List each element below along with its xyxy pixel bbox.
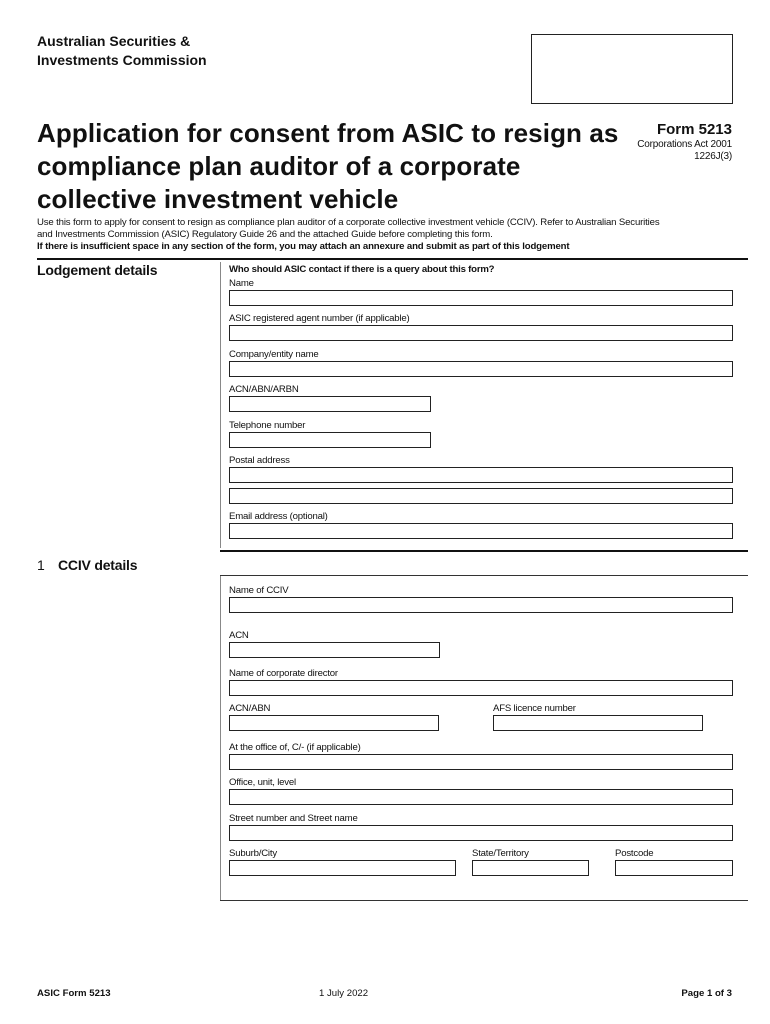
office-of-label: At the office of, C/- (if applicable) <box>229 742 361 753</box>
afs-licence-input[interactable] <box>493 715 703 731</box>
email-label: Email address (optional) <box>229 511 328 522</box>
cciv-top-rule <box>220 550 748 552</box>
cciv-name-input[interactable] <box>229 597 733 613</box>
postal-address-label: Postal address <box>229 455 290 466</box>
cciv-heading <box>37 557 137 573</box>
lodgement-question: Who should ASIC contact if there is a query about this form? <box>229 264 495 275</box>
office-of-input[interactable] <box>229 754 733 770</box>
office-unit-input[interactable] <box>229 789 733 805</box>
director-acn-input[interactable] <box>229 715 439 731</box>
postal-address-input-1[interactable] <box>229 467 733 483</box>
office-use-box <box>531 34 733 104</box>
footer-form-name: ASIC Form 5213 <box>37 988 111 999</box>
street-input[interactable] <box>229 825 733 841</box>
cciv-left-rule <box>220 576 221 900</box>
agent-number-label: ASIC registered agent number (if applicable) <box>229 313 410 324</box>
state-input[interactable] <box>472 860 589 876</box>
lodgement-heading: Lodgement details <box>37 262 158 278</box>
intro-line2: and Investments Commission (ASIC) Regulatory Guide 26 and the attached Guide before completing this form. <box>37 229 493 240</box>
contact-name-label: Name <box>229 278 254 289</box>
cciv-acn-label: ACN <box>229 630 249 641</box>
form-number: Form 5213 <box>656 121 732 138</box>
agent-number-input[interactable] <box>229 325 733 341</box>
street-label: Street number and Street name <box>229 813 358 824</box>
telephone-label: Telephone number <box>229 420 306 431</box>
cciv-acn-input[interactable] <box>229 642 440 658</box>
form-identifier <box>637 121 732 163</box>
intro-text <box>37 217 737 253</box>
postcode-input[interactable] <box>615 860 733 876</box>
lodgement-acn-label: ACN/ABN/ARBN <box>229 384 299 395</box>
company-name-input[interactable] <box>229 361 733 377</box>
lodgement-left-rule <box>220 262 221 548</box>
agency-name-line2: Investments Commission <box>37 52 207 68</box>
office-unit-label: Office, unit, level <box>229 777 296 788</box>
director-name-label: Name of corporate director <box>229 668 338 679</box>
intro-line3: If there is insufficient space in any section of the form, you may attach an annexure and submit as part of this lodgement <box>37 241 570 252</box>
suburb-input[interactable] <box>229 860 456 876</box>
footer-date: 1 July 2022 <box>319 988 369 999</box>
telephone-input[interactable] <box>229 432 431 448</box>
lodgement-top-rule <box>37 258 748 260</box>
intro-line1: Use this form to apply for consent to resign as compliance plan auditor of a corporate collective investment vehicle (CCIV). Refer to Australian Securities <box>37 217 660 228</box>
legislation-act: Corporations Act 2001 <box>637 139 732 150</box>
postcode-label: Postcode <box>615 848 654 859</box>
agency-name-line1: Australian Securities & <box>37 33 191 49</box>
cciv-section-title: CCIV details <box>58 557 138 573</box>
footer-page-number: Page 1 of 3 <box>681 988 732 999</box>
suburb-label: Suburb/City <box>229 848 277 859</box>
company-name-label: Company/entity name <box>229 349 319 360</box>
agency-name <box>37 32 207 70</box>
form-title: Application for consent from ASIC to resign as compliance plan auditor of a corporate collective investment vehicle <box>37 118 619 214</box>
cciv-bottom-rule <box>220 900 748 901</box>
director-name-input[interactable] <box>229 680 733 696</box>
email-input[interactable] <box>229 523 733 539</box>
director-acn-label: ACN/ABN <box>229 703 271 714</box>
contact-name-input[interactable] <box>229 290 733 306</box>
lodgement-acn-input[interactable] <box>229 396 431 412</box>
cciv-name-label: Name of CCIV <box>229 585 289 596</box>
legislation-section: 1226J(3) <box>694 151 732 162</box>
postal-address-input-2[interactable] <box>229 488 733 504</box>
cciv-sub-rule <box>220 575 748 576</box>
cciv-section-number: 1 <box>37 557 45 573</box>
afs-licence-label: AFS licence number <box>493 703 576 714</box>
state-label: State/Territory <box>472 848 529 859</box>
